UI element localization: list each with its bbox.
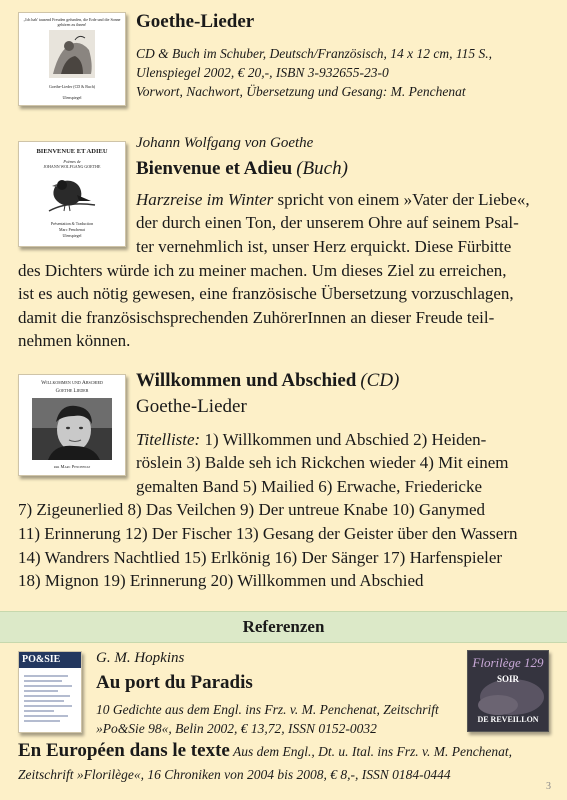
book2-text-line: ter vernehmlich ist, unser Herz erquickt. Diese Fürbitte (136, 237, 512, 256)
europeen-meta1: Aus dem Engl., Dt. u. Ital. ins Frz. v. M. Penchenat, (229, 744, 513, 759)
hopkins-author: G. M. Hopkins (96, 650, 185, 666)
europeen-line1 (18, 740, 512, 762)
poesie-cover (18, 651, 82, 733)
bienvenue-et-adieu-cover (18, 141, 126, 247)
florilege-soir: SOIR (496, 674, 519, 684)
references-bar (0, 611, 567, 643)
cd-list-line: 18) Mignon 19) Erinnerung 20) Willkommen und Abschied (18, 571, 424, 590)
book1-meta-line: Ulenspiegel 2002, € 20,-, ISBN 3-932655-23-0 (136, 65, 389, 80)
book1-meta-line: Vorwort, Nachwort, Übersetzung und Gesang: M. Penchenat (136, 84, 466, 99)
book2-text-line: nehmen können. (18, 331, 131, 350)
poesie-logo: PO&SIE (22, 654, 61, 665)
cover-bottom3: Ulenspiegel (62, 233, 82, 238)
page-number: 3 (546, 781, 551, 792)
cover-sub2: JOHANN WOLFGANG GOETHE (43, 164, 101, 169)
cd-subtitle: (CD) (360, 370, 400, 391)
cd-heading (136, 370, 399, 392)
cd-line2: Goethe-Lieder (136, 396, 247, 417)
references-heading: Referenzen (242, 617, 325, 636)
willkommen-cd-cover (18, 374, 126, 476)
cover-bottom-text: Goethe-Lieder (CD & Buch) (48, 84, 96, 89)
hopkins-title: Au port du Paradis (96, 672, 253, 693)
cd-list-text: 1) Willkommen und Abschied 2) Heiden- (200, 430, 487, 449)
book2-author: Johann Wolfgang von Goethe (136, 135, 314, 151)
book2-subtitle: (Buch) (296, 158, 348, 179)
florilege-bottom: DE REVEILLON (477, 715, 539, 724)
europeen-meta2: Zeitschrift »Florilège«, 16 Chroniken von 2004 bis 2008, € 8,-, ISSN 0184-0444 (18, 767, 451, 782)
cd-list-line: gemalten Band 5) Mailied 6) Erwache, Friedericke (136, 477, 483, 496)
bird-illustration (47, 171, 97, 215)
cover-sub: Goethe Lieder (55, 389, 89, 394)
cd-list-line: 7) Zigeunerlied 8) Das Veilchen 9) Der untreue Knabe 10) Ganymed (18, 500, 486, 519)
cd-list-line: röslein 3) Balde seh ich Rickchen wieder 4) Mit einem (136, 453, 509, 472)
book1-meta (136, 44, 556, 101)
engraving-illustration (49, 30, 95, 78)
book2-text-rest: spricht von einem »Vater der Liebe«, (273, 190, 530, 209)
cover-publisher: Ulenspiegel (62, 95, 82, 100)
cd-list-label: Titelliste: (136, 430, 201, 449)
florilege-title: Florilège 129 (472, 655, 544, 670)
cd-list-line: 11) Erinnerung 12) Der Fischer 13) Gesang der Geister über den Wassern (18, 524, 518, 543)
florilege-cover (467, 650, 549, 732)
cover-quote-2: gehören zu ihnen! (57, 22, 87, 27)
cover-bottom: par Marc Penchenat (53, 464, 91, 469)
goethe-lieder-cover (18, 12, 126, 106)
book2-title: Bienvenue et Adieu (136, 158, 293, 179)
cd-title: Willkommen und Abschied (136, 370, 357, 391)
book2-text-line: ist es auch nötig gewesen, eine französische Übersetzung vorzuschlagen, (18, 284, 514, 303)
book1-meta-line: CD & Buch im Schuber, Deutsch/Französisch, 14 x 12 cm, 115 S., (136, 46, 492, 61)
portrait-photo (32, 398, 112, 460)
cover-bottom1: Présentation & Traduction (50, 221, 94, 226)
book2-text-line: der durch einen Ton, der unserem Ohre auf seinem Psal- (136, 213, 519, 232)
cover-title: BIENVENUE ET ADIEU (36, 148, 108, 155)
hopkins-meta (96, 700, 439, 738)
hopkins-meta-line: »Po&Sie 98«, Belin 2002, € 13,72, ISSN 0152-0032 (96, 721, 377, 736)
europeen-title: En Européen dans le texte (18, 740, 230, 761)
cover-quote-1: „Ich hab' tausend Freuden gefunden, die Erde und die Sonne (23, 17, 121, 22)
hopkins-meta-line: 10 Gedichte aus dem Engl. ins Frz. v. M. Penchenat, Zeitschrift (96, 702, 439, 717)
book2-text-line (136, 188, 530, 212)
cd-list-line (136, 428, 486, 452)
cover-title: Willkommen und Abschied (41, 380, 103, 386)
book1-title: Goethe-Lieder (136, 11, 255, 32)
book2-text-line: damit die französischsprechenden ZuhörerInnen an dieser Freude teil- (18, 308, 495, 327)
book2-text-italic: Harzreise im Winter (136, 190, 274, 209)
book2-heading (136, 158, 348, 180)
cd-list-line: 14) Wandrers Nachtlied 15) Erlkönig 16) Der Sänger 17) Harfenspieler (18, 548, 503, 567)
cover-sub1: Poèmes de (63, 159, 81, 164)
cover-bottom2: Marc Penchenat (59, 227, 85, 232)
text-lines-graphic (24, 674, 76, 728)
book2-text-line: des Dichters würde ich zu meiner machen. Um dieses Ziel zu erreichen, (18, 261, 507, 280)
